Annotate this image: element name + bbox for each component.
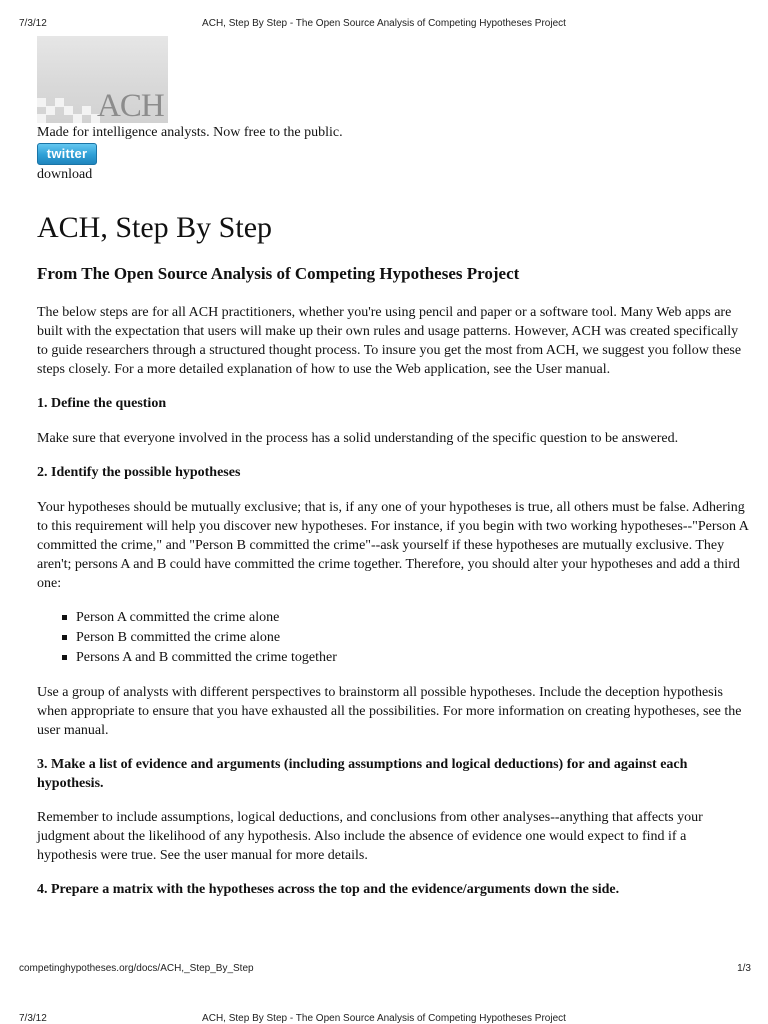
square-bullet-icon bbox=[62, 615, 67, 620]
hypotheses-list bbox=[37, 608, 749, 668]
page-subtitle: From The Open Source Analysis of Competing Hypotheses Project bbox=[37, 264, 520, 283]
step-4-heading: 4. Prepare a matrix with the hypotheses across the top and the evidence/arguments down the side. bbox=[37, 882, 620, 897]
twitter-button[interactable]: twitter bbox=[37, 143, 97, 165]
print-url: competinghypotheses.org/docs/ACH,_Step_By_Step bbox=[19, 963, 254, 974]
print-title: ACH, Step By Step - The Open Source Analysis of Competing Hypotheses Project bbox=[202, 1013, 566, 1024]
list-item: Person A committed the crime alone bbox=[76, 608, 749, 628]
print-date: 7/3/12 bbox=[19, 1013, 47, 1024]
ach-logo[interactable] bbox=[37, 36, 168, 123]
step-1-heading: 1. Define the question bbox=[37, 396, 167, 411]
step-2-body: Your hypotheses should be mutually exclusive; that is, if any one of your hypotheses is true, all others must be false. Adhering to this requirement will help you discover new hypotheses. For instance, if you begin with two working hypotheses--"Person A committed the crime," and "Person B committed the crime"--ask yourself if these hypotheses are mutually exclusive. They aren't; persons A and B could have committed the crime together. Therefore, you should alter your hypotheses and add a third one: bbox=[37, 500, 749, 591]
logo-text: ACH bbox=[97, 88, 164, 123]
intro-paragraph: The below steps are for all ACH practitioners, whether you're using pencil and paper or a software tool. Many Web apps are built with the expectation that users will make up their own rules and usage patterns. However, ACH was created specifically to guide researchers through a structured thought process. To insure you get the most from ACH, we suggest you follow these steps closely. For a more detailed explanation of how to use the Web application, see the User manual. bbox=[37, 305, 742, 377]
page-title: ACH, Step By Step bbox=[37, 211, 273, 244]
page-number: 1/3 bbox=[737, 963, 751, 974]
page-content bbox=[37, 36, 749, 899]
step-1-body: Make sure that everyone involved in the process has a solid understanding of the specific question to be answered. bbox=[37, 431, 679, 446]
step-3-body: Remember to include assumptions, logical deductions, and conclusions from other analyses--anything that affects your judgment about the likelihood of any hypothesis. Also include the absence of evidence one would expect to find if a hypothesis were true. See the user manual for more details. bbox=[37, 810, 703, 863]
download-link[interactable]: download bbox=[37, 167, 93, 182]
step-3-heading: 3. Make a list of evidence and arguments (including assumptions and logical deductions) for and against each hypothesis. bbox=[37, 757, 688, 791]
print-title: ACH, Step By Step - The Open Source Analysis of Competing Hypotheses Project bbox=[202, 18, 566, 29]
step-2-body-continued: Use a group of analysts with different perspectives to brainstorm all possible hypotheses. Include the deception hypothesis when appropriate to ensure that you have exhausted all the possibilities. For more information on creating hypotheses, see the user manual. bbox=[37, 685, 742, 738]
step-2-heading: 2. Identify the possible hypotheses bbox=[37, 465, 241, 480]
list-item: Person B committed the crime alone bbox=[76, 628, 749, 648]
square-bullet-icon bbox=[62, 655, 67, 660]
tagline: Made for intelligence analysts. Now free to the public. bbox=[37, 125, 343, 140]
list-item: Persons A and B committed the crime together bbox=[76, 648, 749, 668]
square-bullet-icon bbox=[62, 635, 67, 640]
print-date: 7/3/12 bbox=[19, 18, 47, 29]
